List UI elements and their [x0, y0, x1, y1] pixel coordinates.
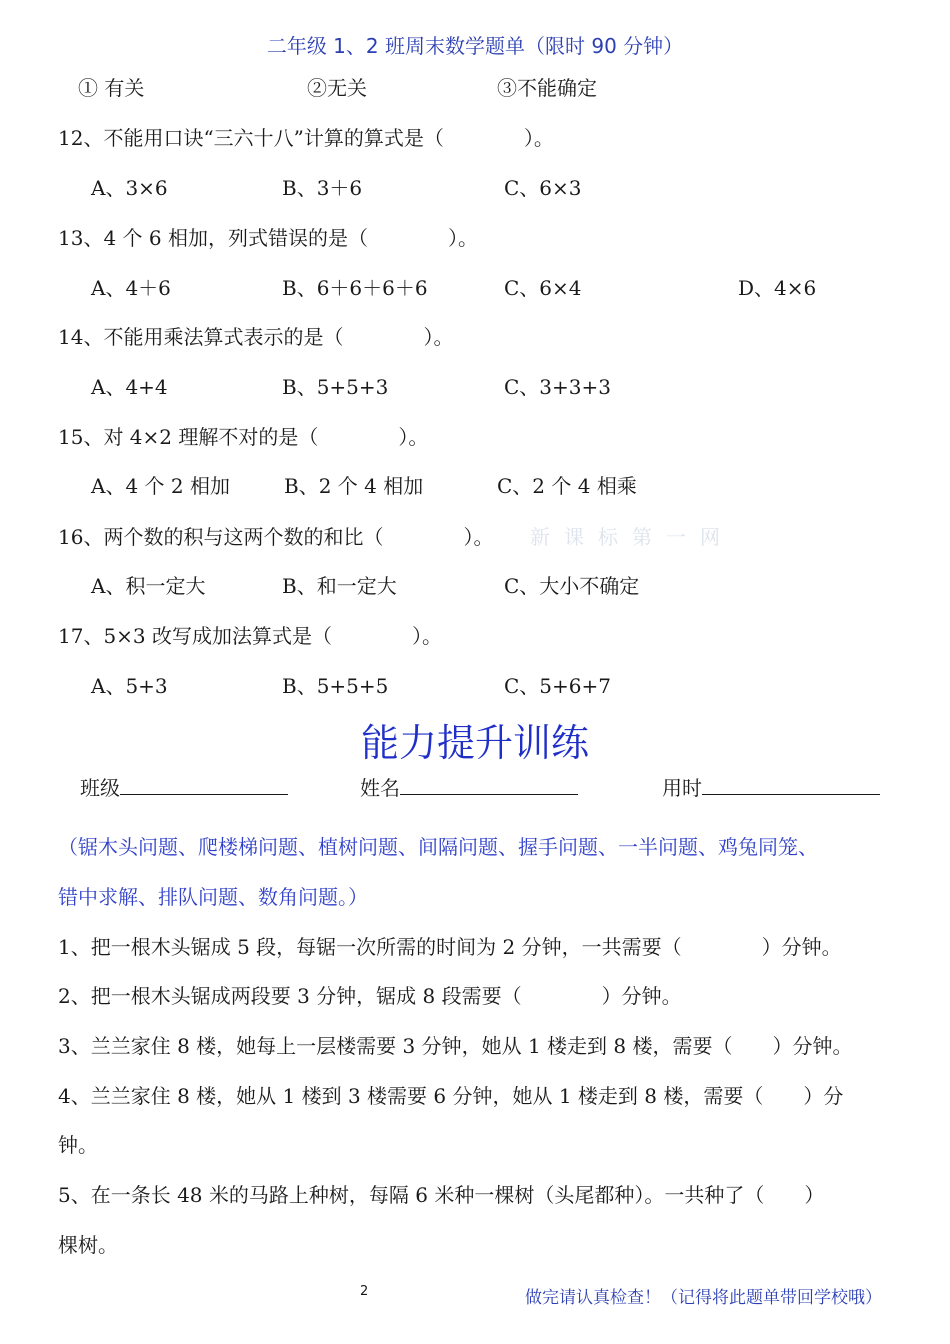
problem-2: 2、把一根木头锯成两段要 3 分钟，锯成 8 段需要（ ）分钟。 — [58, 984, 682, 1008]
problem-4-line-2: 钟。 — [58, 1133, 98, 1157]
q14-option-b: B、5+5+3 — [282, 375, 389, 399]
class-blank[interactable] — [120, 772, 288, 795]
topics-line-1: （锯木头问题、爬楼梯问题、植树问题、间隔问题、握手问题、一半问题、鸡兔同笼、 — [58, 835, 818, 859]
q12-option-b: B、3＋6 — [282, 176, 363, 200]
time-blank[interactable] — [702, 772, 880, 795]
footer-note: 做完请认真检查！（记得将此题单带回学校哦） — [525, 1288, 882, 1308]
q16-option-c: C、大小不确定 — [504, 574, 640, 598]
problem-5-line-2: 棵树。 — [58, 1233, 118, 1257]
q13-option-b: B、6＋6＋6＋6 — [282, 276, 428, 300]
q17-option-b: B、5+5+5 — [282, 674, 389, 698]
time-label: 用时 — [662, 776, 702, 800]
q13-option-c: C、6×4 — [504, 276, 582, 300]
q12-option-c: C、6×3 — [504, 176, 582, 200]
q16-option-b: B、和一定大 — [282, 574, 397, 598]
time-field — [662, 772, 880, 801]
q13-option-d: D、4×6 — [738, 276, 817, 300]
question-12: 12、不能用口诀“三六十八”计算的算式是（ ）。 — [58, 126, 554, 150]
q17-option-a: A、5+3 — [91, 674, 168, 698]
faint-watermark-text: 新课标第一网 — [530, 525, 734, 549]
question-16: 16、两个数的积与这两个数的和比（ ）。 — [58, 525, 494, 549]
class-field — [80, 772, 288, 801]
problem-3: 3、兰兰家住 8 楼，她每上一层楼需要 3 分钟，她从 1 楼走到 8 楼，需要（ ）分钟。 — [58, 1034, 853, 1058]
problem-1: 1、把一根木头锯成 5 段，每锯一次所需的时间为 2 分钟，一共需要（ ）分钟。 — [58, 935, 842, 959]
q11-option-1: ① 有关 — [78, 76, 145, 100]
class-label: 班级 — [80, 776, 120, 800]
q14-option-a: A、4+4 — [91, 375, 168, 399]
q13-option-a: A、4＋6 — [91, 276, 171, 300]
topics-line-2: 错中求解、排队问题、数角问题。） — [58, 885, 368, 909]
q15-option-c: C、2 个 4 相乘 — [497, 474, 637, 498]
question-15: 15、对 4×2 理解不对的是（ ）。 — [58, 425, 429, 449]
problem-4-line-1: 4、兰兰家住 8 楼，她从 1 楼到 3 楼需要 6 分钟，她从 1 楼走到 8 楼，需要（ ）分 — [58, 1084, 844, 1108]
q16-option-a: A、积一定大 — [91, 574, 206, 598]
q11-option-3: ③不能确定 — [497, 76, 597, 100]
q11-option-2: ②无关 — [307, 76, 367, 100]
q17-option-c: C、5+6+7 — [504, 674, 611, 698]
question-13: 13、4 个 6 相加，列式错误的是（ ）。 — [58, 226, 478, 250]
name-blank[interactable] — [400, 772, 578, 795]
page-number: 2 — [360, 1284, 369, 1299]
page-header: 二年级 1、2 班周末数学题单（限时 90 分钟） — [266, 34, 684, 58]
question-14: 14、不能用乘法算式表示的是（ ）。 — [58, 325, 454, 349]
q15-option-b: B、2 个 4 相加 — [284, 474, 424, 498]
problem-5-line-1: 5、在一条长 48 米的马路上种树，每隔 6 米种一棵树（头尾都种）。一共种了（ ） — [58, 1183, 825, 1207]
q14-option-c: C、3+3+3 — [504, 375, 611, 399]
q12-option-a: A、3×6 — [91, 176, 168, 200]
q15-option-a: A、4 个 2 相加 — [91, 474, 230, 498]
name-label: 姓名 — [360, 776, 400, 800]
section-title: 能力提升训练 — [360, 721, 589, 765]
name-field — [360, 772, 578, 801]
question-17: 17、5×3 改写成加法算式是（ ）。 — [58, 624, 443, 648]
